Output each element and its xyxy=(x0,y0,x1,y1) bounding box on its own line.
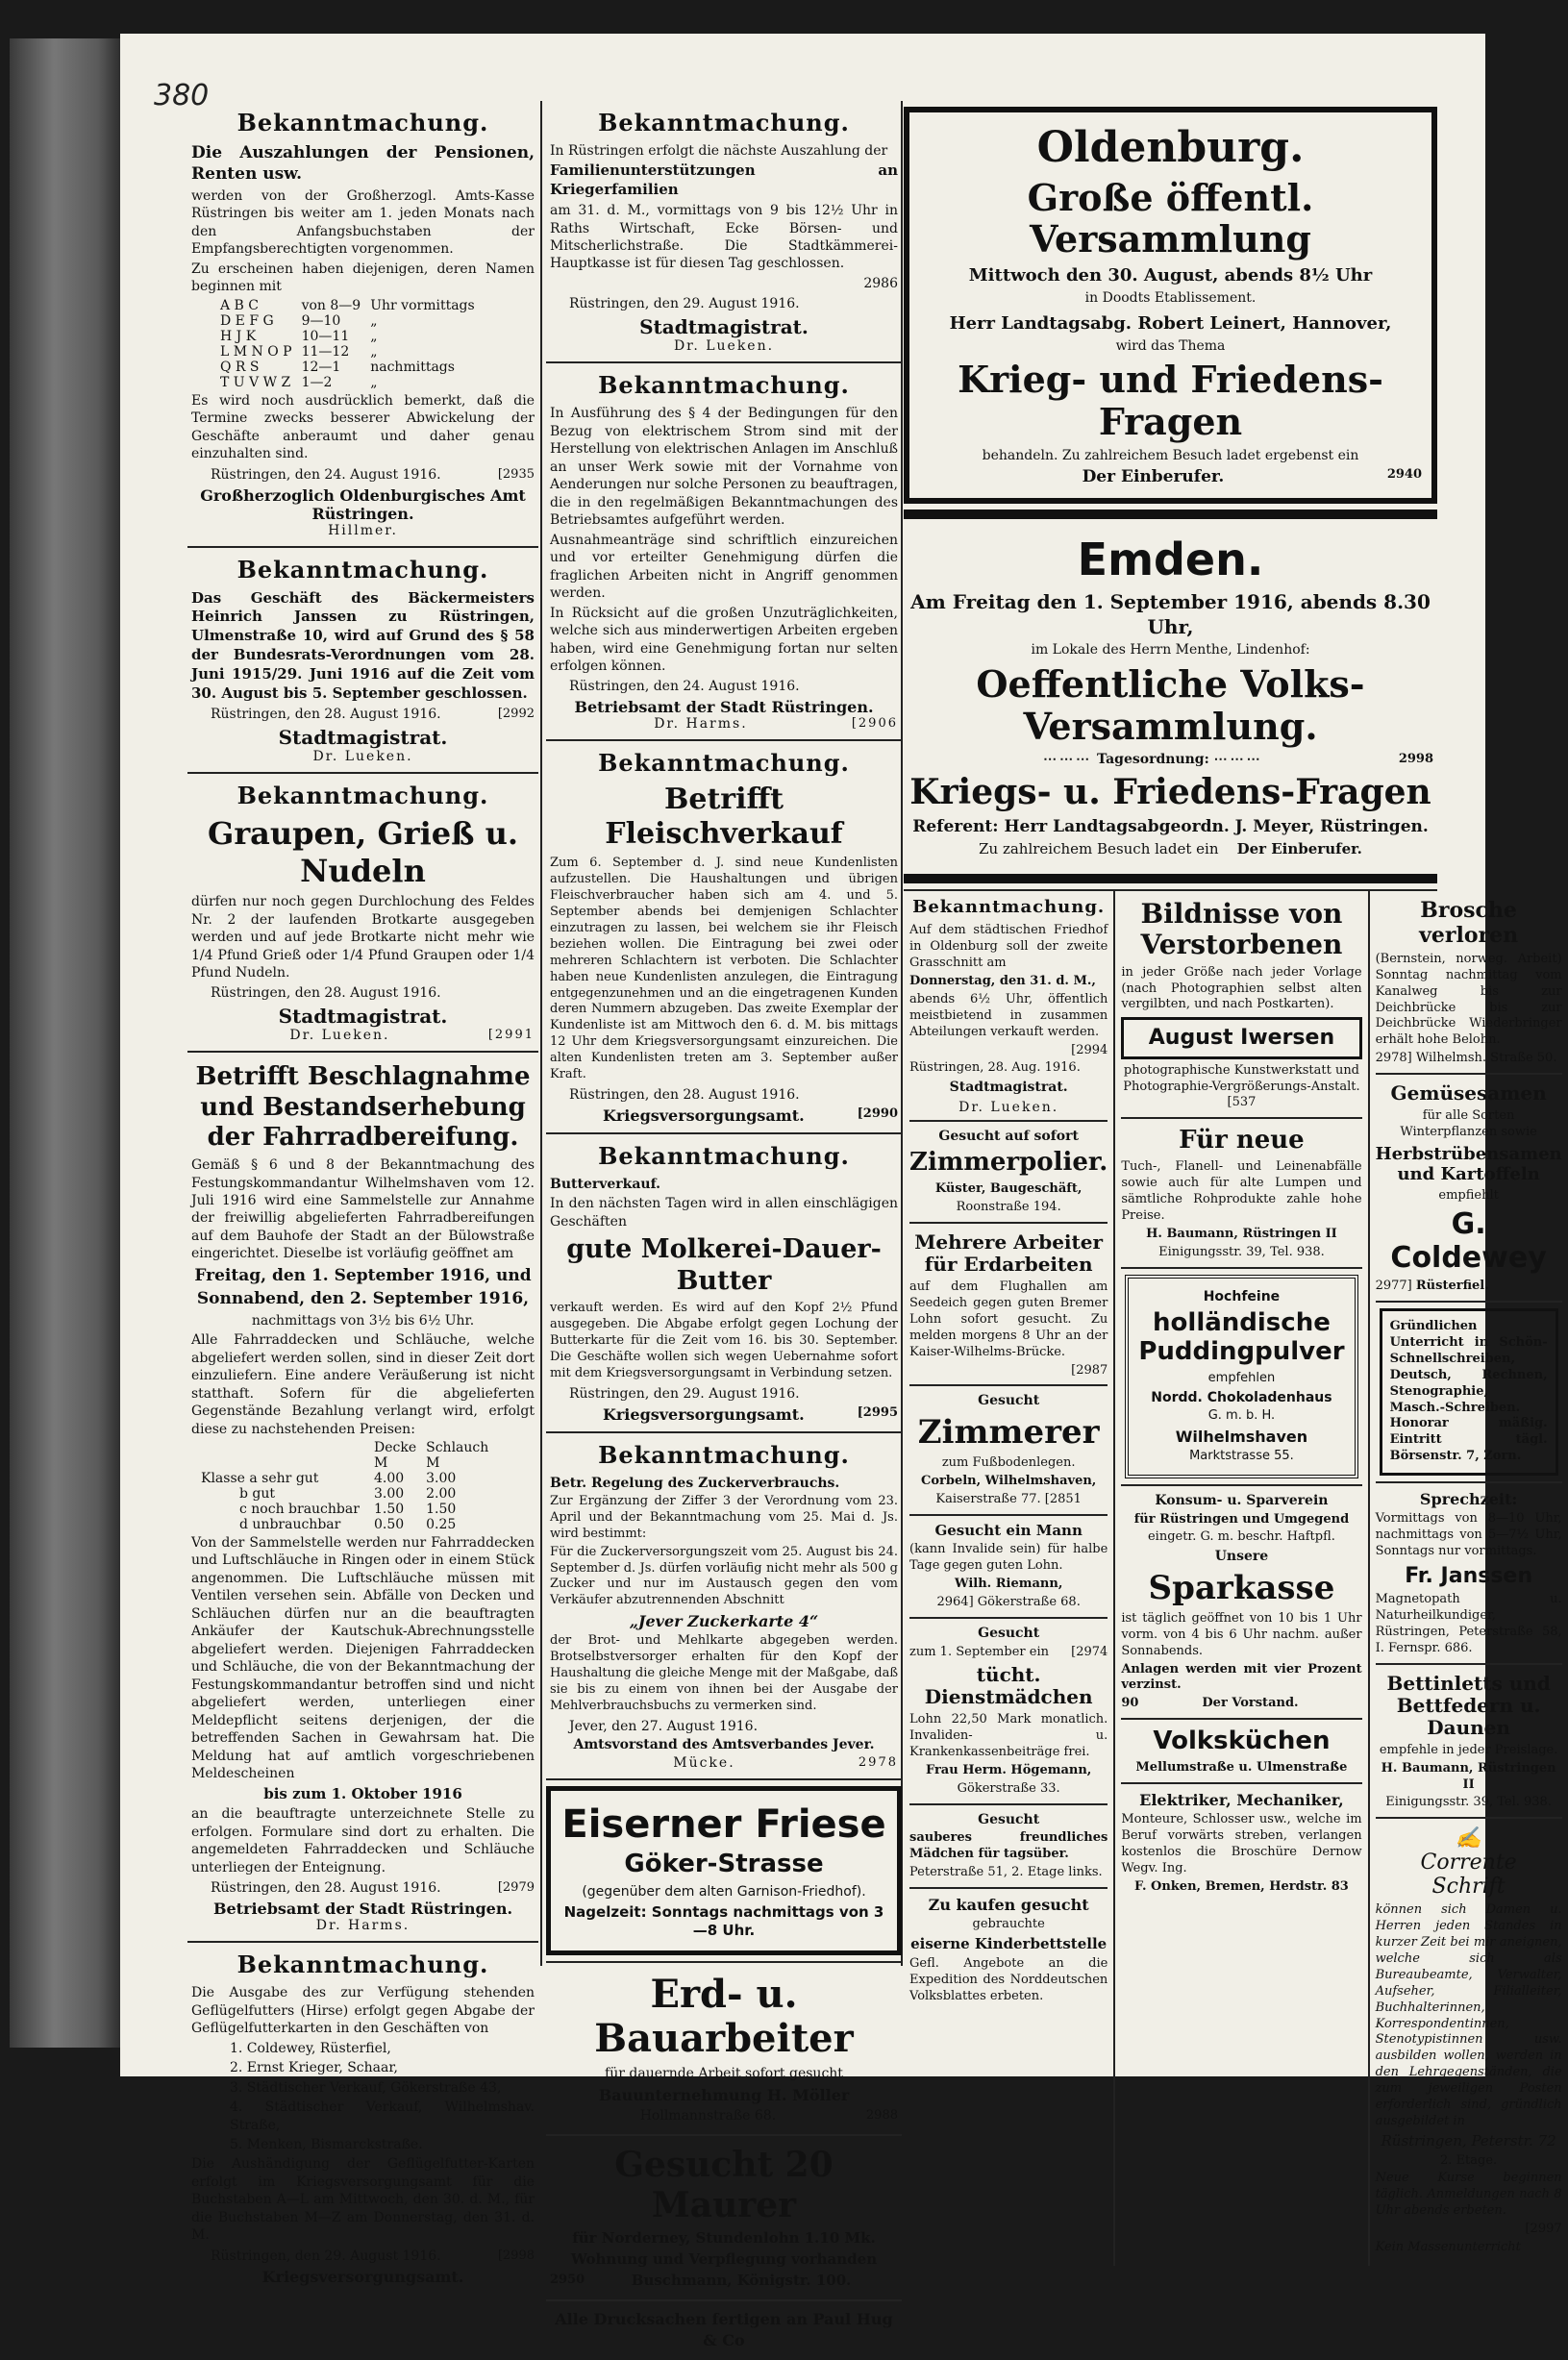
ad-number: [2851 xyxy=(1044,1491,1082,1506)
ad-firm: 2950 Buschmann, Königstr. 100. xyxy=(550,2271,852,2289)
ad-address: Einigungsstr. 39, Tel. 938. xyxy=(1385,1795,1552,1810)
notice-bicycle-tires xyxy=(187,1053,538,1943)
ad-title: Brosche verloren xyxy=(1419,898,1519,948)
table-row: T U V W Z 1—2 „ xyxy=(220,374,378,390)
notice-date: Rüstringen, den 24. August 1916. xyxy=(569,679,800,695)
table-row: D E F G 9—10 „ xyxy=(220,312,378,329)
ad-text: Gefl. Angebote an die Expedition des Norddeutschen Volksblattes erbeten. xyxy=(909,1955,1108,2003)
ad-text: eingetr. G. m. beschr. Haftpfl. xyxy=(1147,1529,1335,1545)
ad-name: Sparkasse xyxy=(1148,1568,1335,1607)
ad-text: abends 6½ Uhr, öffentlich meistbietend in zusammen Abteilungen verkauft werden. xyxy=(909,991,1108,1039)
ad-title: Gemüsesamen xyxy=(1390,1081,1547,1105)
notice-title: Betrifft Beschlagnahme und Bestandserhebung der Fahrradbereifung. xyxy=(195,1062,531,1152)
ad-number: 2964] xyxy=(936,1595,974,1610)
notice-title: „Jever Zuckerkarte 4“ xyxy=(629,1612,819,1631)
ad-firm: Corbeln, Wilhelmshaven, xyxy=(920,1473,1097,1488)
ad-address: Roonstraße 194. xyxy=(956,1200,1061,1215)
ad-address: Peterstraße 51, 2. Etage links. xyxy=(909,1865,1103,1880)
notice-authority: Kriegsversorgungsamt. xyxy=(261,2267,464,2286)
notice-authority: Stadtmagistrat. xyxy=(639,315,809,339)
ad-text: Hochfeine xyxy=(1203,1288,1281,1304)
ad-number: 2988 xyxy=(865,2107,898,2123)
ad-text: 2. Etage. xyxy=(1440,2152,1498,2168)
notice-authority: Stadtmagistrat. xyxy=(278,1005,448,1029)
ad-heading: Gesucht xyxy=(978,1393,1040,1409)
ad-number: [537 xyxy=(1227,1095,1257,1110)
ad-zimmerpolier xyxy=(909,1122,1108,1224)
ad-maurer xyxy=(546,2136,902,2301)
ad-text: behandeln. Zu zahlreichem Besuch ladet ergebenst ein xyxy=(982,447,1359,463)
ad-volkskuechen xyxy=(1121,1720,1361,1784)
notice-text: am 31. d. M., vormittags von 9 bis 12½ Uhr in Raths Wirtschaft, Ecke Börsen- und Mitscherlichstraße. Die Stadtkämmerei-Hauptkasse ist für diesen Tag geschlossen. xyxy=(550,203,898,272)
notice-date: Rüstringen, den 28. August 1916. xyxy=(569,1086,800,1103)
ad-arbeiter xyxy=(909,1224,1108,1386)
ad-number: 2986 xyxy=(863,275,898,291)
ad-number: 2978 xyxy=(858,1755,898,1771)
ad-text: zum Fußbodenlegen. xyxy=(941,1455,1076,1471)
ad-number: [2995 xyxy=(857,1404,898,1420)
notice-heading: Bekanntmachung. xyxy=(598,1141,850,1170)
book-spine xyxy=(10,38,120,2048)
ad-portraits xyxy=(1121,899,1361,1119)
ad-address: 2964] Gökerstraße 68. xyxy=(936,1595,1081,1610)
table-row: d unbrauchbar 0.50 0.25 xyxy=(239,1517,457,1532)
notice-text: Gemäß § 6 und 8 der Bekanntmachung des Festungskommandantur Wilhelmshaven vom 12. Juli 1916 wird eine Sammelstelle zur Annahme der freiwillig abgelieferten Fahrradbereifungen auf dem Bauhofe der Stadt an der Bülowstraße eingerichtet. Dieselbe ist vorläufig geöffnet am xyxy=(191,1157,535,1262)
notice-signer: Dr. Lueken. xyxy=(673,338,775,355)
ad-number: [2998 xyxy=(497,2248,535,2263)
ad-title: tücht. Dienstmädchen xyxy=(924,1663,1093,1709)
notice-pensions xyxy=(187,101,538,548)
ad-sparkasse xyxy=(1121,1484,1361,1720)
ad-firm: F. Onken, Bremen, Herdstr. 83 xyxy=(1134,1878,1349,1894)
ad-maedchen xyxy=(909,1805,1108,1889)
notice-signer: Dr. Harms. xyxy=(315,1918,411,1934)
notice-date: Rüstringen, den 29. August 1916. [2998 xyxy=(211,2248,535,2264)
ad-kinderbett xyxy=(909,1889,1108,2010)
ad-number: [2987 xyxy=(1071,1362,1108,1378)
notice-authority: Kriegsversorgungsamt. [2990 xyxy=(602,1105,898,1125)
ad-firm: Bauunternehmung H. Möller xyxy=(598,2085,850,2104)
ad-title: Gesucht 20 Maurer xyxy=(614,2145,834,2225)
ad-number: 2950 xyxy=(550,2272,585,2287)
ad-title: Oeffentliche Volks-Versammlung. xyxy=(976,661,1365,748)
ad-title: Erd- u. Bauarbeiter xyxy=(594,1972,854,2062)
ad-eiserner-friese xyxy=(546,1786,902,1955)
ad-heading: Gesucht ein Mann xyxy=(934,1521,1083,1539)
page-number: 380 xyxy=(154,79,210,112)
notice-heading: Bekanntmachung. xyxy=(598,109,850,137)
ad-text: empfiehlt xyxy=(1438,1188,1499,1204)
ad-speaker: Referent: Herr Landtagsabgeordn. J. Meyer, Rüstringen. xyxy=(912,817,1429,837)
ad-text: empfehlen xyxy=(1207,1370,1276,1385)
classifieds-grid xyxy=(904,889,1562,2266)
notice-text: verkauft werden. Es wird auf den Kopf 2½ Pfund ausgegeben. Die Abgabe erfolgt gegen Lochung der Butterkarte für die Zeit vom 16. bis 30. September. Die Geschäfte wollen sich wegen Uebernahme sofort mit dem Kriegsversorgungsamt in Verbindung setzen. xyxy=(550,1301,898,1380)
divider xyxy=(904,874,1437,883)
notice-text: Die Ausgabe des zur Verfügung stehenden Geflügelfutters (Hirse) erfolgt gegen Abgabe der Geflügelfutterkarten in den Geschäften von xyxy=(191,1985,535,2037)
classifieds-column xyxy=(1370,891,1568,2266)
table-header: M M xyxy=(374,1455,440,1471)
ad-title: Eiserner Friese xyxy=(561,1802,886,1848)
ad-note: (gegenüber dem alten Garnison-Friedhof). xyxy=(582,1884,866,1900)
table-row: b gut 3.00 2.00 xyxy=(239,1486,457,1502)
notice-text: Zur Ergänzung der Ziffer 3 der Verordnung vom 23. April und der Bekanntmachung vom 25. Mai d. Js. wird bestimmt: xyxy=(550,1494,898,1541)
pen-icon: ✍ xyxy=(1455,1826,1482,1851)
notice-signer: Mücke. 2978 xyxy=(673,1755,898,1772)
ad-date: Rüstringen, 28. Aug. 1916. xyxy=(909,1060,1081,1076)
ad-number: 90 xyxy=(1121,1696,1139,1711)
ad-number: [2991 xyxy=(487,1028,535,1043)
ad-when: Mittwoch den 30. August, abends 8½ Uhr xyxy=(968,264,1373,286)
ad-authority: Stadtmagistrat. xyxy=(949,1080,1068,1096)
classifieds-column xyxy=(904,891,1115,2266)
ad-where: in Doodts Etablissement. xyxy=(1084,289,1257,306)
ad-heading: Zu kaufen gesucht xyxy=(928,1896,1089,1914)
notice-text: In Rüstringen erfolgt die nächste Auszahlung der xyxy=(550,143,888,159)
ad-text: sauberes freundliches Mädchen für tagsüber. xyxy=(909,1830,1108,1862)
table-row: c noch brauchbar 1.50 1.50 xyxy=(239,1502,457,1517)
ad-elektriker xyxy=(1121,1784,1361,1901)
notice-text: Zum 6. September d. J. sind neue Kundenlisten aufzustellen. Die Haushaltungen und übrigen Fleischverbraucher haben sich am 4. und 5. September abends bei demjenigen Schlachter einzutragen zu lassen, bei welchem sie ihr Fleisch beziehen wollen. Die Eintragung bei zwei oder mehreren Schlachtern ist verboten. Die Schlachter haben neue Kundenlisten anzulegen, die Eintragung entgegenzunehmen und an die eingetragenen Kunden deren Nummern abzugeben. Das zweite Exemplar der Kundenliste ist am Mittwoch den 6. d. M. bis mittags 12 Uhr dem Kriegsversorgungsamt einzureichen. Die alten Kundenlisten treten am 3. September außer Kraft. xyxy=(550,856,898,1082)
ad-text: zum 1. September ein [2974 xyxy=(909,1644,1108,1659)
notice-text: Für die Zuckerversorgungszeit vom 25. August bis 24. September d. Js. dürfen vorläufig nicht mehr als 500 g Zucker und nur im Austausch gegen den vom Verkäufer abzutrennenden Abschnitt xyxy=(550,1544,898,1608)
ad-number: 2940 xyxy=(1386,467,1422,483)
notice-text: Zu erscheinen haben diejenigen, deren Namen beginnen mit xyxy=(191,261,535,295)
ad-text: für alle Sorten Winterpflanzen sowie xyxy=(1400,1108,1537,1140)
classifieds-column xyxy=(1115,891,1369,2266)
ad-grass-sale xyxy=(909,897,1108,1122)
notice-date: Rüstringen, den 28. August 1916. xyxy=(211,985,441,1002)
ad-oldenburg-assembly xyxy=(904,107,1437,504)
ad-number: [2979 xyxy=(497,1880,535,1896)
notice-family-support xyxy=(546,101,902,363)
ad-text: photographische Kunstwerkstatt und Photographie-Vergrößerungs-Anstalt. [537 xyxy=(1123,1062,1360,1110)
ad-title: Große öffentl. Versammlung xyxy=(1027,175,1314,261)
notice-date: Rüstringen, den 24. August 1916. [2935 xyxy=(211,466,535,483)
table-header: Decke Schlauch xyxy=(374,1440,489,1455)
notice-title: Die Auszahlungen der Pensionen, Renten usw. xyxy=(191,143,535,185)
ad-number: [2935 xyxy=(497,466,535,482)
table-row: Klasse a sehr gut 4.00 3.00 xyxy=(201,1471,457,1486)
notice-title: gute Molkerei-Dauer-Butter xyxy=(566,1234,882,1296)
ad-text: für dauernde Arbeit sofort gesucht xyxy=(605,2066,843,2082)
notice-text: In den nächsten Tagen wird in allen einschlägigen Geschäften xyxy=(550,1196,898,1230)
ad-title: Zimmerer xyxy=(917,1412,1100,1452)
ad-brooch xyxy=(1376,899,1562,1075)
ad-signer: Dr. Lueken. xyxy=(958,1099,1059,1115)
ad-text: Alle Drucksachen fertigen an Paul Hug & Co xyxy=(555,2310,893,2349)
notice-subheading: Butterverkauf. xyxy=(550,1176,660,1192)
column-right xyxy=(904,101,1562,2254)
ad-speaker: Herr Landtagsabg. Robert Leinert, Hannover, xyxy=(949,313,1392,335)
ad-city: Emden. xyxy=(1077,533,1264,585)
ad-text: Wohnung und Verpflegung vorhanden xyxy=(570,2249,878,2268)
ad-text: für Norderney, Stundenlohn 1.10 Mk. xyxy=(572,2229,876,2248)
ad-city: Wilhelmshaven xyxy=(1175,1428,1308,1447)
ad-bauarbeiter xyxy=(546,1961,902,2136)
ad-text: (kann Invalide sein) für halbe Tage gegen guten Lohn. xyxy=(909,1542,1108,1574)
ad-text: Tuch-, Flanell- und Leinenabfälle sowie auch für alte Lumpen und sämtliche Rohprodukte zahle hohe Preise. xyxy=(1121,1159,1362,1223)
table-row: L M N O P 11—12 „ xyxy=(220,343,378,360)
notice-text: Ausnahmeanträge sind schriftlich einzureichen und vor erteilter Genehmigung dürfen die fraglichen Arbeiten nicht in Angriff genommen werden. xyxy=(550,532,898,602)
notice-bakery xyxy=(187,548,538,775)
ad-heading: Gesucht auf sofort xyxy=(938,1128,1079,1144)
ad-topic: Krieg- und Friedens-Fragen xyxy=(958,358,1383,444)
notice-heading: Bekanntmachung. xyxy=(236,109,489,137)
notice-subheading: Betr. Regelung des Zuckerverbrauchs. xyxy=(550,1475,840,1491)
notice-heading: Bekanntmachung. xyxy=(598,371,850,400)
notice-sugar xyxy=(546,1433,902,1781)
ad-number: [2992 xyxy=(497,707,535,722)
notice-authority: Amtsvorstand des Amtsverbandes Jever. xyxy=(573,1736,875,1752)
ad-number: 2998 xyxy=(1398,752,1433,767)
notice-meat-sale xyxy=(546,741,902,1133)
list-item: 1. Coldewey, Rüsterfiel, xyxy=(230,2040,391,2056)
notice-title: Graupen, Grieß u. Nudeln xyxy=(207,815,519,889)
ad-number: 2977] xyxy=(1375,1279,1412,1294)
notice-text: Das Geschäft des Bäckermeisters Heinrich Janssen zu Rüstringen, Ulmenstraße 10, wird auf Grund des § 58 der Bundesrats-Verordnungen vom 28. Juni 1915/29. Juni 1916 auf die Zeit vom 30. August bis 5. September geschlossen. xyxy=(191,588,535,702)
ad-hours: Nagelzeit: Sonntags nachmittags von 3—8 Uhr. xyxy=(563,1902,884,1940)
ad-bedding xyxy=(1376,1665,1562,1820)
ad-title: Bettinletts und Bettfedern u. Daunen xyxy=(1386,1671,1551,1739)
price-table xyxy=(201,1440,498,1532)
notice-text: In Ausführung des § 4 der Bedingungen für den Bezug von elektrischem Strom sind mit der Herstellung von elektrischen Anlagen im Anschluß an unser Werk sowie mit der Vornahme von Aenderungen nur solche Personen zu beauftragen, die in den regelmäßigen Bekanntmachungen des Betriebsamtes aufgeführt werden. xyxy=(550,406,898,529)
notice-date: Rüstringen, den 29. August 1916. xyxy=(569,1385,800,1402)
notice-date: Rüstringen, den 29. August 1916. xyxy=(569,296,800,312)
ad-text: Anlagen werden mit vier Prozent verzinst. xyxy=(1121,1661,1362,1693)
notice-poultry-feed xyxy=(187,1943,538,2294)
ad-address: Marktstrasse 55. xyxy=(1189,1449,1294,1464)
notice-text: Die Aushändigung der Geflügelfutter-Karten erfolgt im Kriegsversorgungsamt für die Buchstaben A—L am Mittwoch, den 30. d. M., für die Buchstaben M—Z am Donnerstag, den 31. d. M. xyxy=(191,2156,535,2244)
ad-close: Zu zahlreichem Besuch ladet ein Der Einberufer. xyxy=(979,839,1362,857)
schedule-table xyxy=(220,298,485,390)
ad-firm: H. Baumann, Rüstringen II xyxy=(1146,1226,1337,1241)
ad-address: 2977] Rüsterfiel. xyxy=(1375,1279,1489,1294)
column-middle xyxy=(546,101,902,2349)
notice-authority: Großherzoglich Oldenburgisches Amt Rüstringen. xyxy=(200,485,526,523)
list-item: 2. Ernst Krieger, Schaar, xyxy=(230,2060,398,2076)
ad-note: Kein Massenunterricht xyxy=(1375,2240,1521,2254)
ad-lessons xyxy=(1380,1308,1558,1476)
ad-dienstmaedchen xyxy=(909,1619,1108,1805)
ad-address: Rüstringen, Peterstr. 72 xyxy=(1381,2131,1556,2149)
notice-heading: Bekanntmachung. xyxy=(598,1440,850,1469)
ad-topic: Kriegs- u. Friedens-Fragen xyxy=(909,771,1431,812)
ad-number: [2997 xyxy=(1525,2222,1562,2237)
notice-heading: Bekanntmachung. xyxy=(598,749,850,778)
ad-text: gebrauchte xyxy=(972,1917,1045,1932)
notice-heading: Bekanntmachung. xyxy=(236,782,489,810)
table-row: A B C von 8—9 Uhr vormittags xyxy=(220,297,475,313)
ad-number: [2974 xyxy=(1071,1644,1108,1659)
notice-time: nachmittags von 3½ bis 6½ Uhr. xyxy=(251,1312,475,1329)
ad-title: Volksküchen xyxy=(1153,1727,1331,1756)
ad-mann xyxy=(909,1516,1108,1619)
ad-where: im Lokale des Herrn Menthe, Lindenhof: xyxy=(1031,642,1310,658)
notice-signer: Dr. Harms. [2906 xyxy=(654,716,898,733)
ad-title: Konsum- u. Sparverein xyxy=(1155,1493,1329,1509)
notice-date: Jever, den 27. August 1916. xyxy=(569,1718,759,1734)
notice-text: dürfen nur noch gegen Durchlochung des Feldes Nr. 2 der laufenden Brotkarte ausgegeben werden und auf jede Brotkarte nicht mehr wie 1/4 Pfund Grieß oder 1/4 Pfund Graupen oder 1/4 Pfund Nudeln. xyxy=(191,894,535,981)
ad-text: für Rüstringen und Umgegend xyxy=(1133,1511,1350,1527)
ad-text: Monteure, Schlosser usw., welche im Beruf vorwärts streben, verlangen kostenlos die Broschüre Dernow Wegv. Ing. xyxy=(1121,1812,1362,1876)
ad-address: Kaiserstraße 77. [2851 xyxy=(935,1491,1082,1506)
notice-butter xyxy=(546,1134,902,1433)
notice-electric xyxy=(546,363,902,741)
divider xyxy=(904,509,1437,519)
notice-authority: Betriebsamt der Stadt Rüstringen. xyxy=(212,1900,513,1919)
ad-number: [2990 xyxy=(857,1105,898,1121)
ad-address: Mellumstraße u. Ulmenstraße xyxy=(1135,1760,1348,1776)
ad-title: eiserne Kinderbettstelle xyxy=(910,1935,1108,1952)
notice-authority: Stadtmagistrat. xyxy=(278,726,448,750)
ad-pudding xyxy=(1125,1275,1357,1479)
ad-janssen xyxy=(1376,1481,1562,1665)
ad-title: Bildnisse von Verstorbenen xyxy=(1140,898,1343,961)
ad-text: auf dem Flughallen am Seedeich gegen guten Bremer Lohn sofort gesucht. Zu melden morgens 8 Uhr an der Kaiser-Wilhelms-Brücke. xyxy=(909,1279,1108,1359)
notice-deadline: bis zum 1. Oktober 1916 xyxy=(263,1784,462,1802)
notice-title: Betrifft Fleischverkauf xyxy=(605,783,843,852)
notice-text: Von der Sammelstelle werden nur Fahrraddecken und Luftschläuche in Ringen oder in einem Stück angenommen. Die Luftschläuche müssen mit Ventilen versehen sein. Abfälle von Decken und Schläuchen dürfen nur an die beauftragten Ankäufer der Kautschuk-Abrechnungsstelle abgeliefert werden. Diejenigen Fahrraddecken und Schläuche, die von der Bekanntmachung der Festungskommandantur betroffen sind und nicht abgeliefert werden, unterliegen einer Meldepflicht seitens derjenigen, der die betreffenden Sachen in Gewahrsam hat. Die Meldung hat auf amtlich vorgeschriebenen Meldescheinen xyxy=(191,1535,535,1782)
notice-text: Alle Fahrraddecken und Schläuche, welche abgeliefert werden sollen, sind in dieser Zeit dort einzuliefern. Eine andere Veräußerung ist nicht statthaft. Sofern für die abgelieferten Gegenstände Bezahlung verlangt wird, erfolgt diese zu nachstehenden Preisen: xyxy=(191,1332,535,1437)
ad-text: empfehle in jeder Preislage. xyxy=(1379,1742,1558,1757)
list-item: 3. Städtischer Verkauf, Gökerstraße 43, xyxy=(230,2079,502,2096)
ad-title: Elektriker, Mechaniker, xyxy=(1139,1790,1344,1809)
ad-address: Gökerstraße 33. xyxy=(957,1780,1060,1796)
list-item: 5. Menken, Bismarckstraße. xyxy=(230,2136,423,2152)
ad-zimmerer xyxy=(909,1386,1108,1515)
ad-number: [2906 xyxy=(851,716,898,732)
handwriting-sample: ✍ Corrente Schrift xyxy=(1420,1826,1517,1900)
ad-number: 2978] xyxy=(1375,1051,1412,1066)
notice-signer: Dr. Lueken. xyxy=(312,749,413,765)
ad-firm: Frau Herm. Högemann, xyxy=(925,1763,1092,1778)
ad-address: 2978] Wilhelmsh. Straße 50. xyxy=(1375,1051,1557,1066)
ad-text: (Bernstein, norweg. Arbeit) Sonntag nachmittag vom Kanalweg bis zur Deichbrücke bis zur Deichbrücke Wiederbringer erhält hohe Belohn. xyxy=(1375,951,1562,1048)
ad-title: Sprechzeit: xyxy=(1419,1490,1518,1509)
ad-text: Gründlichen Unterricht in Schön-Schnellschreiben, Deutsch, Rechnen, Stenographie, Masch.-Schreiben. Honorar mäßig. Eintritt tägl. Börsenstr. 7, Zorn. xyxy=(1389,1319,1548,1464)
ad-title: Für neue xyxy=(1179,1126,1305,1155)
ad-text: in jeder Größe nach jeder Vorlage (nach Photographien selbst alten vergilbten, und nach Postkarten). xyxy=(1121,964,1362,1012)
ad-text: Vormittags von 8—10 Uhr, nachmittags von 5—7½ Uhr, Sonntags nur vormittags. xyxy=(1375,1511,1562,1558)
ad-text: wird das Thema xyxy=(1115,337,1226,354)
ad-firm: G. Coldewey xyxy=(1390,1207,1547,1275)
notice-authority: Betriebsamt der Stadt Rüstringen. xyxy=(574,698,874,717)
ad-text: Lohn 22,50 Mark monatlich. Invaliden- u. Krankenkassenbeiträge frei. xyxy=(909,1712,1108,1760)
notice-text: der Brot- und Mehlkarte abgegeben werden. Brotselbstversorger erhalten für den Kopf der Haushaltung die gleiche Menge mit der Maßgabe, daß sie bis zu einem von ihnen bei der Ausgabe der Mehlverbrauchsbuchs zu vermerken sind. xyxy=(550,1633,898,1713)
ad-text: Neue Kurse beginnen täglich. Anmeldungen nach 8 Uhr abends erbeten. xyxy=(1375,2171,1562,2219)
ad-firm: H. Baumann, Rüstringen II xyxy=(1381,1760,1556,1792)
notice-heading: Bekanntmachung. xyxy=(236,1950,489,1979)
ad-firm: Nordd. Chokoladenhaus xyxy=(1151,1389,1332,1405)
notice-date-line: Sonnabend, den 2. September 1916, xyxy=(196,1289,530,1309)
ad-text: können sich Damen u. Herren jeden Standes in kurzer Zeit bei mir aneignen, welche sich als Bureaubeamte, Verwalter, Aufseher, Filialleiter, Buchhalterinnen, Korrespondentinnen, Stenotypistinnen usw. ausbilden wollen, werden in den Lehrgegenständen, die zum jeweiligen Posten erforderlich sind, gründlich ausgebildet in xyxy=(1375,1902,1562,2128)
ad-name: Fr. Janssen xyxy=(1405,1563,1533,1588)
notice-text: Es wird noch ausdrücklich bemerkt, daß die Termine zwecks besserer Abwickelung der Geschäfte anberaumt und daher genau einzuhalten sind. xyxy=(191,392,535,462)
notice-signer: Hillmer. xyxy=(328,522,398,538)
ad-number: [2994 xyxy=(1071,1042,1108,1057)
table-row: Q R S 12—1 nachmittags xyxy=(220,359,455,375)
column-divider xyxy=(540,101,542,1966)
notice-graupen xyxy=(187,774,538,1053)
ad-title: holländische Puddingpulver xyxy=(1138,1308,1345,1366)
ad-printing xyxy=(546,2301,902,2359)
ad-handwriting-school xyxy=(1376,1819,1562,2262)
notice-date: Rüstringen, den 28. August 1916. [2992 xyxy=(211,707,535,723)
ad-rags xyxy=(1121,1119,1361,1268)
notice-title: Familienunterstützungen an Kriegerfamilien xyxy=(550,161,898,199)
ad-seeds xyxy=(1376,1075,1562,1303)
ad-text: Auf dem städtischen Friedhof in Oldenburg soll der zweite Grasschnitt am xyxy=(909,923,1108,971)
column-left xyxy=(187,101,538,2286)
ad-title: Mehrere Arbeiter für Erdarbeiten xyxy=(914,1230,1104,1277)
ad-city: Oldenburg. xyxy=(1036,123,1305,172)
notice-authority: Kriegsversorgungsamt. [2995 xyxy=(602,1404,898,1424)
ad-text: ist täglich geöffnet von 10 bis 1 Uhr vorm. von 4 bis 6 Uhr nachm. außer Sonnabends. xyxy=(1121,1610,1362,1658)
ad-name: August Iwersen xyxy=(1121,1017,1361,1058)
list-item: 4. Städtischer Verkauf, Wilhelmshav. Straße, xyxy=(230,2099,535,2133)
notice-heading: Bekanntmachung. xyxy=(912,897,1106,918)
ad-text: Magnetopath u. Naturheilkundiger, Rüstringen, Peterstraße 58, I. Fernspr. 686. xyxy=(1375,1592,1562,1655)
ad-host: 90 Der Vorstand. xyxy=(1121,1696,1299,1711)
notice-text: In Rücksicht auf die großen Unzuträglichkeiten, welche sich aus minderwertigen Arbeiten ergeben haben, wird eine Genehmigung fortan nur selten erfolgen können. xyxy=(550,605,898,674)
ad-host: Der Einberufer. 2940 xyxy=(1082,467,1422,487)
ad-text: Donnerstag, den 31. d. M., xyxy=(909,973,1096,988)
ad-firm: G. m. b. H. xyxy=(1207,1408,1276,1424)
table-row: H J K 10—11 „ xyxy=(220,328,378,344)
notice-heading: Bekanntmachung. xyxy=(236,555,489,584)
ad-heading: Gesucht xyxy=(978,1811,1040,1827)
ad-street: Göker-Strasse xyxy=(624,1850,824,1879)
notice-text: werden von der Großherzogl. Amts-Kasse Rüstringen bis weiter am 1. jeden Monats nach den Anfangsbuchstaben der Empfangsberechtigten vorgenommen. xyxy=(191,187,535,258)
ad-when: Am Freitag den 1. September 1916, abends 8.30 Uhr, xyxy=(910,589,1431,638)
ad-text: Unsere xyxy=(1214,1549,1269,1565)
ad-firm: Wilh. Riemann, xyxy=(954,1577,1063,1592)
notice-date: Rüstringen, den 28. August 1916. [2979 xyxy=(211,1880,535,1897)
ad-agenda: ⋯⋯⋯ Tagesordnung: ⋯⋯⋯ 2998 xyxy=(1043,752,1433,768)
notice-text: an die beauftragte unterzeichnete Stelle zu erfolgen. Formulare sind dort zu erhalten. Die angemeldeten Fahrraddecken und Schläuche unterliegen der Enteignung. xyxy=(191,1806,535,1876)
ad-address: Hollmannstraße 68. 2988 xyxy=(639,2107,898,2124)
ad-title: Zimmerpolier. xyxy=(909,1148,1108,1178)
ad-firm: Küster, Baugeschäft, xyxy=(934,1181,1083,1197)
ad-emden-assembly xyxy=(904,525,1437,869)
ad-address: Einigungsstr. 39, Tel. 938. xyxy=(1158,1244,1325,1259)
notice-date-line: Freitag, den 1. September 1916, und xyxy=(194,1265,532,1285)
ad-heading: Gesucht xyxy=(978,1626,1040,1642)
ad-title: Herbstrübensamen und Kartoffeln xyxy=(1375,1143,1562,1184)
notice-signer: Dr. Lueken. [2991 xyxy=(289,1028,535,1044)
